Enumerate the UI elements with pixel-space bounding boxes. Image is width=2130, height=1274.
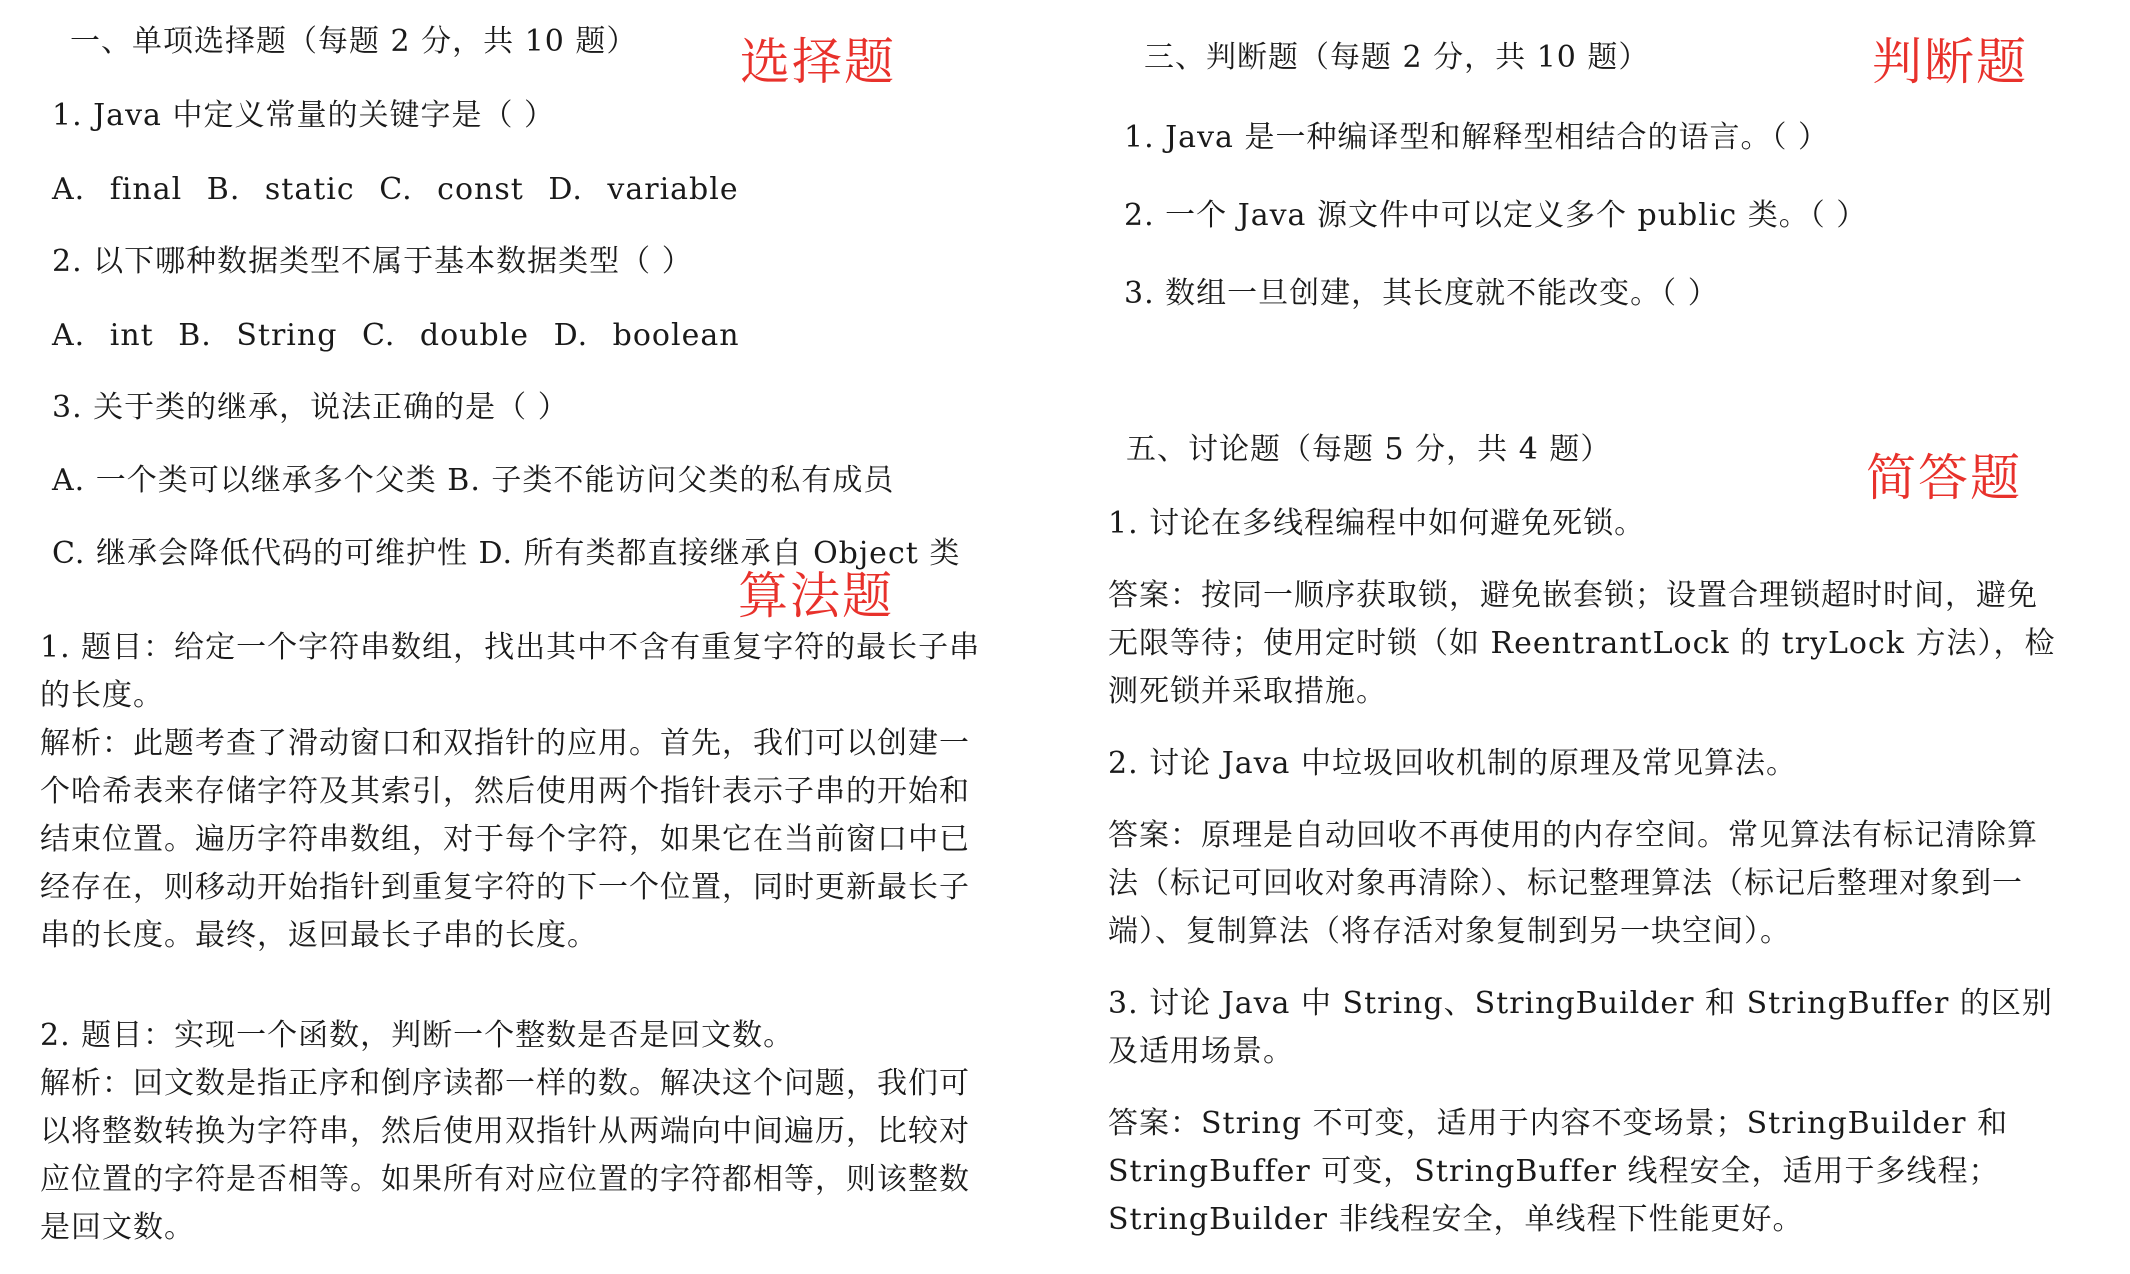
discussion-a1-line2: 无限等待；使用定时锁（如 ReentrantLock 的 tryLock 方法），检 <box>1108 626 2056 661</box>
judge-q2: 2. 一个 Java 源文件中可以定义多个 public 类。（ ） <box>1124 198 1868 233</box>
discussion-a1-line3: 测死锁并采取措施。 <box>1108 674 1387 709</box>
discussion-q3-line1: 3. 讨论 Java 中 String、StringBuilder 和 StringBuffer 的区别 <box>1108 986 2053 1021</box>
choice-q1-options: A. final B. static C. const D. variable <box>52 172 739 207</box>
label-short-answer: 简答题 <box>1866 449 2022 507</box>
label-algorithm: 算法题 <box>738 567 894 625</box>
label-choice: 选择题 <box>740 33 896 91</box>
discussion-a2-line2: 法（标记可回收对象再清除）、标记整理算法（标记后整理对象到一 <box>1108 866 2023 901</box>
algo-a1-line2: 个哈希表来存储字符及其索引，然后使用两个指针表示子串的开始和 <box>40 774 970 809</box>
discussion-q3-line2: 及适用场景。 <box>1108 1034 1294 1069</box>
algo-a1-line4: 经存在，则移动开始指针到重复字符的下一个位置，同时更新最长子 <box>40 870 970 905</box>
algo-a1-line3: 结束位置。遍历字符串数组，对于每个字符，如果它在当前窗口中已 <box>40 822 970 857</box>
choice-q2: 2. 以下哪种数据类型不属于基本数据类型（ ） <box>52 244 693 279</box>
choice-q3: 3. 关于类的继承，说法正确的是（ ） <box>52 390 569 425</box>
discussion-q2: 2. 讨论 Java 中垃圾回收机制的原理及常见算法。 <box>1108 746 1797 781</box>
algo-a2-line3: 应位置的字符是否相等。如果所有对应位置的字符都相等，则该整数 <box>40 1162 970 1197</box>
algo-a1-line5: 串的长度。最终，返回最长子串的长度。 <box>40 918 598 953</box>
discussion-a1-line1: 答案：按同一顺序获取锁，避免嵌套锁；设置合理锁超时时间，避免 <box>1108 578 2038 613</box>
discussion-q1: 1. 讨论在多线程编程中如何避免死锁。 <box>1108 506 1646 541</box>
label-judge: 判断题 <box>1872 33 2028 91</box>
choice-q1: 1. Java 中定义常量的关键字是（ ） <box>52 98 555 133</box>
discussion-a2-line1: 答案：原理是自动回收不再使用的内存空间。常见算法有标记清除算 <box>1108 818 2038 853</box>
judge-header: 三、判断题（每题 2 分，共 10 题） <box>1144 40 1650 75</box>
algo-a1-line1: 解析：此题考查了滑动窗口和双指针的应用。首先，我们可以创建一 <box>40 726 970 761</box>
choice-q3-options-ab: A. 一个类可以继承多个父类 B. 子类不能访问父类的私有成员 <box>52 463 895 498</box>
algo-q1-line2: 的长度。 <box>40 678 164 713</box>
algo-a2-line2: 以将整数转换为字符串，然后使用双指针从两端向中间遍历，比较对 <box>40 1114 970 1149</box>
discussion-a3-line2: StringBuffer 可变，StringBuffer 线程安全，适用于多线程； <box>1108 1154 2000 1189</box>
discussion-a3-line1: 答案：String 不可变，适用于内容不变场景；StringBuilder 和 <box>1108 1106 2009 1141</box>
algo-a2-line1: 解析：回文数是指正序和倒序读都一样的数。解决这个问题，我们可 <box>40 1066 970 1101</box>
discussion-a3-line3: StringBuilder 非线程安全，单线程下性能更好。 <box>1108 1202 1804 1237</box>
algo-q2: 2. 题目：实现一个函数，判断一个整数是否是回文数。 <box>40 1018 795 1053</box>
choice-header: 一、单项选择题（每题 2 分，共 10 题） <box>70 24 638 59</box>
choice-q3-options-cd: C. 继承会降低代码的可维护性 D. 所有类都直接继承自 Object 类 <box>52 536 961 571</box>
discussion-a2-line3: 端）、复制算法（将存活对象复制到另一块空间）。 <box>1108 914 1791 949</box>
judge-q3: 3. 数组一旦创建，其长度就不能改变。（ ） <box>1124 276 1719 311</box>
discussion-header: 五、讨论题（每题 5 分，共 4 题） <box>1126 432 1612 467</box>
algo-q1-line1: 1. 题目：给定一个字符串数组，找出其中不含有重复字符的最长子串 <box>40 630 981 665</box>
algo-a2-line4: 是回文数。 <box>40 1210 195 1245</box>
judge-q1: 1. Java 是一种编译型和解释型相结合的语言。（ ） <box>1124 120 1829 155</box>
choice-q2-options: A. int B. String C. double D. boolean <box>52 318 740 353</box>
